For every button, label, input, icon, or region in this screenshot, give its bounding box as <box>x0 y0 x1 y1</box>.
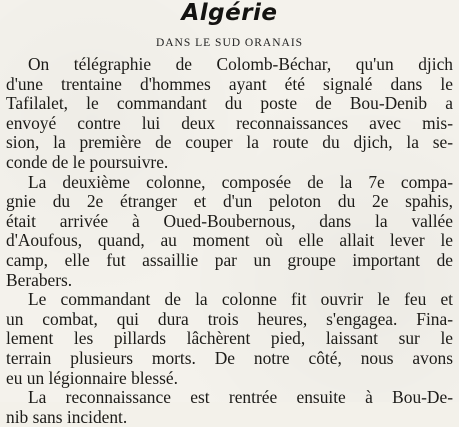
article-line: On télégraphie de Colomb-Béchar, qu'un djich <box>28 55 453 74</box>
article-line: terrain plusieurs morts. De notre côté, nous avons <box>6 348 453 368</box>
article-line: lement les pillards lâchèrent pied, laissant sur le <box>6 329 453 349</box>
article-line: conde de le poursuivre. <box>6 152 169 172</box>
article-line: La reconnaissance est rentrée ensuite à Bou-De- <box>28 388 453 408</box>
article-line: Le commandant de la colonne fit ouvrir le feu et <box>28 290 453 310</box>
article-body <box>6 55 453 427</box>
article-line: d'une trentaine d'hommes ayant été signalé dans le <box>6 74 453 94</box>
article-line: sion, la première de couper la route du djich, la se- <box>6 133 453 153</box>
article-subtitle: DANS LE SUD ORANAIS <box>155 37 304 49</box>
article-line: un combat, qui dura trois heures, s'engagea. Fina- <box>6 309 453 329</box>
article-line: nib sans incident. <box>6 407 128 427</box>
article-line: d'Aoufous, quand, au moment où elle allait lever le <box>6 231 453 251</box>
article-line: était arrivée à Oued-Boubernous, dans la vallée <box>6 211 453 231</box>
article-line: Berabers. <box>6 270 73 290</box>
article-line: gnie du 2e étranger et d'un peloton du 2e spahis, <box>6 192 453 212</box>
article-line: La deuxième colonne, composée de la 7e compa- <box>28 172 453 192</box>
article-line: eu un légionnaire blessé. <box>6 368 178 388</box>
article-title: Algérie <box>181 0 278 26</box>
article-line: camp, elle fut assaillie par un groupe important de <box>6 250 453 270</box>
article-line: Tafilalet, le commandant du poste de Bou-Denib a <box>6 94 453 114</box>
article-line: envoyé contre lui deux reconnaissances avec mis- <box>6 113 453 133</box>
